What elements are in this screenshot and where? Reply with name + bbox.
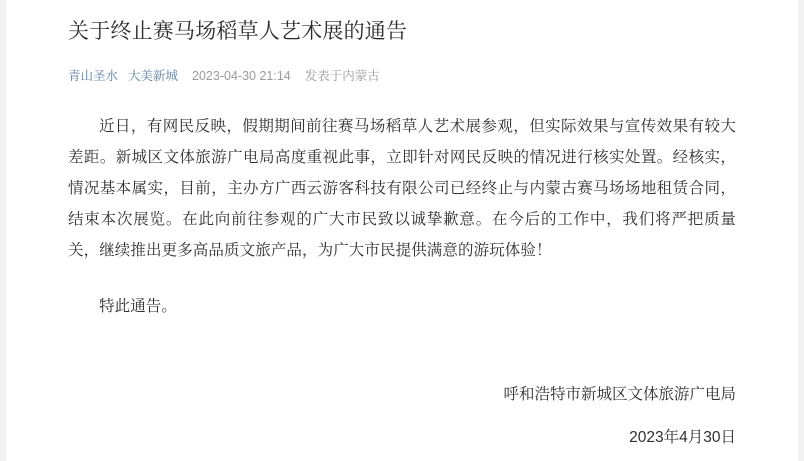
meta-location: 发表于内蒙古 (304, 69, 380, 83)
meta-author[interactable]: 青山圣水 (68, 69, 119, 83)
article-meta (68, 67, 736, 85)
body-paragraph: 特此通告。 (99, 298, 178, 315)
page-title: 关于终止赛马场稻草人艺术展的通告 (68, 20, 408, 43)
right-edge-strip (798, 0, 804, 461)
meta-account[interactable]: 大美新城 (128, 69, 179, 83)
article-body (68, 111, 736, 322)
body-paragraph: 近日，有网民反映，假期期间前往赛马场稻草人艺术展参观，但实际效果与宣传效果有较大差距。新城区文体旅游广电局高度重视此事，立即针对网民反映的情况进行核实处置。经核实，情况基本属实，目前，主办方广西云游客科技有限公司已经终止与内蒙古赛马场场地租赁合同，结束本次展览。在此向前往参观的广大市民致以诚挚歉意。在今后的工作中，我们将严把质量关，继续推出更多高品质文旅产品，为广大市民提供满意的游玩体验！ (68, 118, 736, 259)
left-edge-strip (0, 0, 6, 461)
signature-date: 2023年4月30日 (629, 429, 736, 446)
signature-organization: 呼和浩特市新城区文体旅游广电局 (503, 386, 736, 403)
meta-date: 2023-04-30 21:14 (192, 69, 291, 83)
